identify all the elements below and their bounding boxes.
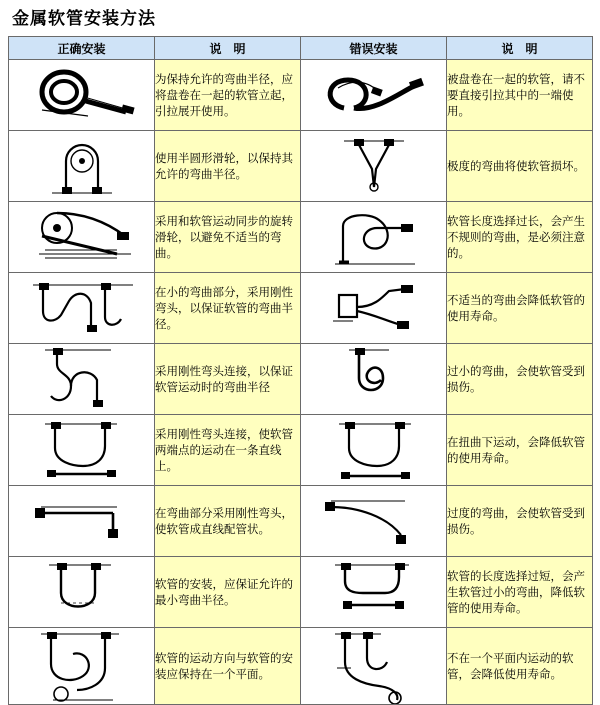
wrong-figure-cell — [301, 415, 447, 486]
header-description-correct: 说 明 — [155, 37, 301, 60]
correct-figure-cell — [9, 202, 155, 273]
correct-figure-cell — [9, 628, 155, 705]
table-row — [9, 557, 593, 628]
motion-in-same-plane-icon — [9, 628, 154, 704]
semicircular-sheave-bend-icon — [9, 135, 154, 197]
wrong-description-cell: 极度的弯曲将使软管损坏。 — [447, 131, 593, 202]
correct-figure-cell — [9, 60, 155, 131]
twisting-motion-u-hose-icon — [301, 418, 446, 482]
correct-figure-cell — [9, 344, 155, 415]
table-row — [9, 273, 593, 344]
correct-figure-cell — [9, 415, 155, 486]
wrong-description-cell: 被盘卷在一起的软管，请不要直接引拉其中的一端使用。 — [447, 60, 593, 131]
table-row — [9, 60, 593, 131]
overlong-hose-square-bend-icon — [301, 559, 446, 625]
table-row — [9, 415, 593, 486]
hose-installation-table — [8, 36, 593, 705]
wrong-figure-cell — [301, 628, 447, 705]
wrong-figure-cell — [301, 344, 447, 415]
table-body — [9, 60, 593, 705]
minimum-bend-radius-u-hose-icon — [9, 559, 154, 625]
excessive-bend-long-hose-icon — [301, 493, 446, 549]
coiled-hose-pulled-from-middle-icon — [301, 64, 446, 126]
rigid-elbow-small-bend-icon — [9, 277, 154, 339]
wrong-description-cell: 不在一个平面内运动的软管，会降低使用寿命。 — [447, 628, 593, 705]
wrong-description-cell: 在扭曲下运动，会降低软管的使用寿命。 — [447, 415, 593, 486]
rotating-sheave-with-chain-icon — [9, 206, 154, 268]
wrong-figure-cell — [301, 273, 447, 344]
table-row — [9, 628, 593, 705]
wrong-figure-cell — [301, 131, 447, 202]
table-row — [9, 202, 593, 273]
header-wrong-install: 错误安装 — [301, 37, 447, 60]
wrong-figure-cell — [301, 486, 447, 557]
table-header-row — [9, 37, 593, 60]
correct-description-cell: 软管的运动方向与软管的安装应保持在一个平面。 — [155, 628, 301, 705]
wrong-figure-cell — [301, 202, 447, 273]
correct-description-cell: 为保持允许的弯曲半径，应将盘卷在一起的软管立起，引拉展开使用。 — [155, 60, 301, 131]
sharp-v-bend-at-clamp-icon — [301, 135, 446, 197]
page-title: 金属软管安装方法 — [12, 9, 156, 29]
too-small-bend-radius-loop-icon — [301, 344, 446, 414]
wrong-figure-cell — [301, 60, 447, 131]
rigid-elbow-u-loop-icon — [9, 344, 154, 414]
correct-description-cell: 使用半圆形滑轮，以保持其允许的弯曲半径。 — [155, 131, 301, 202]
correct-description-cell: 采用和软管运动同步的旋转滑轮，以避免不适当的弯曲。 — [155, 202, 301, 273]
correct-description-cell: 采用刚性弯头连接，以保证软管运动时的弯曲半径 — [155, 344, 301, 415]
table-row — [9, 486, 593, 557]
wrong-figure-cell — [301, 557, 447, 628]
overlong-hose-irregular-loop-icon — [301, 206, 446, 268]
header-description-wrong: 说 明 — [447, 37, 593, 60]
table-row — [9, 131, 593, 202]
coiled-hose-standing-reel-icon — [9, 64, 154, 126]
straight-piping-with-elbow-icon — [9, 493, 154, 549]
correct-figure-cell — [9, 557, 155, 628]
wrong-description-cell: 软管的长度选择过短，会产生软管过小的弯曲，降低软管的使用寿命。 — [447, 557, 593, 628]
improper-tight-bend-at-fitting-icon — [301, 277, 446, 339]
correct-figure-cell — [9, 486, 155, 557]
table-row — [9, 344, 593, 415]
motion-out-of-plane-icon — [301, 628, 446, 704]
wrong-description-cell: 软管长度选择过长，会产生不规则的弯曲，是必须注意的。 — [447, 202, 593, 273]
correct-description-cell: 在弯曲部分采用刚性弯头，使软管成直线配管状。 — [155, 486, 301, 557]
wrong-description-cell: 过度的弯曲，会使软管受到损伤。 — [447, 486, 593, 557]
correct-description-cell: 在小的弯曲部分，采用刚性弯头，以保证软管的弯曲半径。 — [155, 273, 301, 344]
correct-description-cell: 采用刚性弯头连接，使软管两端点的运动在一条直线上。 — [155, 415, 301, 486]
wrong-description-cell: 过小的弯曲，会使软管受到损伤。 — [447, 344, 593, 415]
wrong-description-cell: 不适当的弯曲会降低软管的使用寿命。 — [447, 273, 593, 344]
correct-description-cell: 软管的安装，应保证允许的最小弯曲半径。 — [155, 557, 301, 628]
correct-figure-cell — [9, 273, 155, 344]
header-correct-install: 正确安装 — [9, 37, 155, 60]
correct-figure-cell — [9, 131, 155, 202]
rigid-elbows-straight-line-motion-icon — [9, 418, 154, 482]
